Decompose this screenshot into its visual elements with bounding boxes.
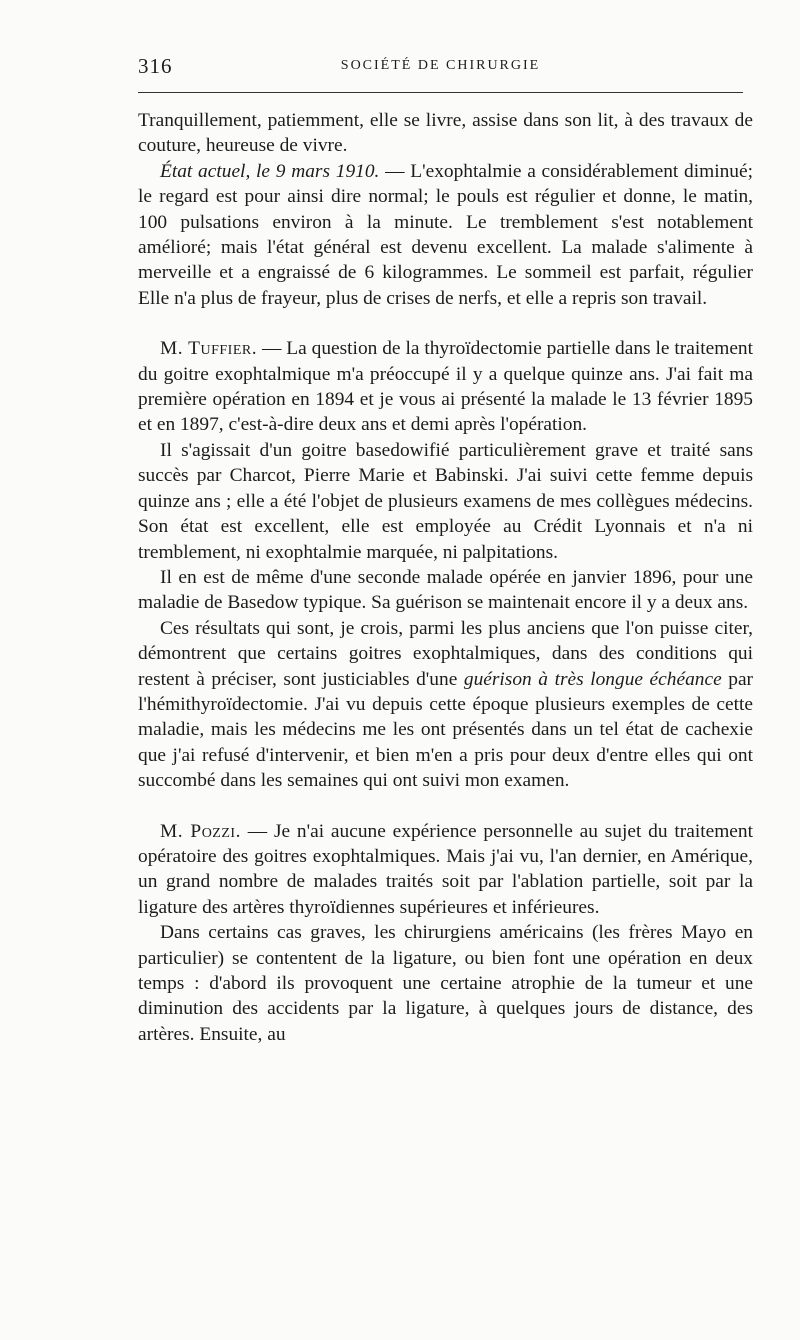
paragraph-text: — La question de la thyroïdectomie partielle dans le traitement du goitre exophtalmique m'a préoccupé il y a quelque quinze ans. J'ai fait ma première opération en 1894 et je vous ai présenté la malade le 13 février 1895 et en 1897, c'est-à-dire deux ans et demi après l'opération. bbox=[138, 338, 754, 436]
paragraph-italic: guérison à très longue échéance bbox=[463, 668, 722, 690]
paragraph-text: — L'exophtalmie a considérablement diminué; le regard est pour ainsi dire normal; le pouls est régulier et donne, le matin, 100 pulsations environ à la minute. Le tremblement s'est notablement amélioré; mais l'état général est devenu excellent. La malade s'alimente à merveille et a engraissé de 6 kilogrammes. Le sommeil est parfait, régulier Elle n'a plus de frayeur, plus de crises de nerfs, et elle a repris son travail. bbox=[138, 160, 753, 309]
paragraph-text: Ces résultats qui sont, je crois, parmi les plus anciens que l'on puisse citer, démontrent que certains goitres exophtalmiques, dans des conditions qui restent à préciser, sont justiciables d'une bbox=[138, 617, 753, 690]
page-number: 316 bbox=[138, 54, 173, 78]
paragraph-italic: État actuel, le 9 mars 1910. bbox=[160, 160, 380, 182]
paragraph: Il en est de même d'une seconde malade opérée en janvier 1896, pour une maladie de Basedow typique. Sa guérison se maintenait encore il y a deux ans. bbox=[138, 566, 753, 614]
body-text bbox=[138, 108, 753, 1047]
speaker-name: M. Pozzi. bbox=[160, 820, 241, 842]
page-header bbox=[138, 54, 743, 80]
paragraph-text: par l'hémithyroïdectomie. J'ai vu depuis cette époque plusieurs exemples de cette maladie, mais les médecins me les ont présentés dans un tel état de cachexie que j'ai refusé d'intervenir, et bien m'en a pris pour deux d'entre elles qui ont succombé dans les semaines qui ont suivi mon examen. bbox=[138, 668, 754, 792]
running-head: SOCIÉTÉ DE CHIRURGIE bbox=[340, 58, 541, 73]
paragraph bbox=[138, 616, 753, 794]
paragraph bbox=[138, 336, 753, 438]
paragraph bbox=[138, 819, 753, 921]
header-rule bbox=[138, 92, 743, 93]
paragraph-text: — Je n'ai aucune expérience personnelle au sujet du traitement opératoire des goitres exophtalmiques. Mais j'ai vu, l'an dernier, en Amérique, un grand nombre de malades traités soit par l'ablation partielle, soit par la ligature des artères thyroïdiennes supérieures et inférieures. bbox=[138, 820, 753, 918]
paragraph bbox=[138, 159, 753, 311]
speaker-name: M. Tuffier. bbox=[160, 338, 258, 360]
paragraph: Tranquillement, patiemment, elle se livre, assise dans son lit, à des travaux de couture, heureuse de vivre. bbox=[138, 110, 753, 157]
paragraph: Il s'agissait d'un goitre basedowifié particulièrement grave et traité sans succès par Charcot, Pierre Marie et Babinski. J'ai suivi cette femme depuis quinze ans ; elle a été l'objet de plusieurs examens de mes collègues médecins. Son état est excellent, elle est employée au Crédit Lyonnais et n'a ni tremblement, ni exophtalmie marquée, ni palpitations. bbox=[138, 439, 753, 563]
paragraph: Dans certains cas graves, les chirurgiens américains (les frères Mayo en particulier) se contentent de la ligature, ou bien font une opération en deux temps : d'abord ils provoquent une certaine atrophie de la tumeur et une diminution des accidents par la ligature, à quelques jours de distance, des artères. Ensuite, au bbox=[138, 922, 753, 1045]
